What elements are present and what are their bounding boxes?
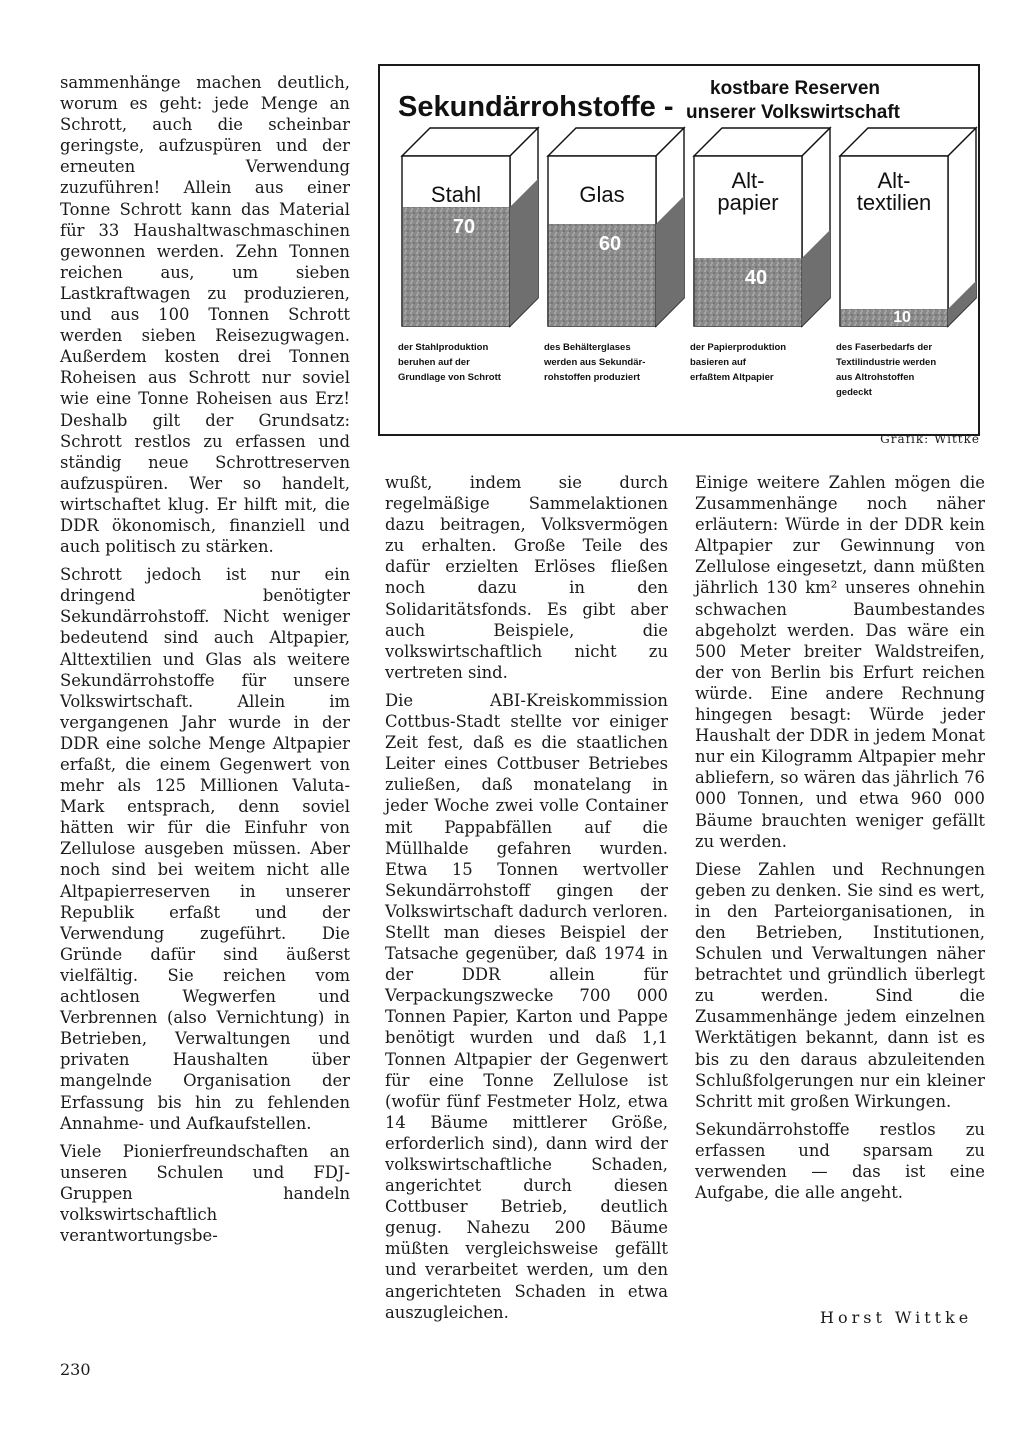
box-caption: Grundlage von Schrott xyxy=(398,372,501,383)
graphic-title-right-line2: unserer Volkswirtschaft xyxy=(686,102,901,123)
box-caption: erfaßtem Altpapier xyxy=(690,372,774,383)
box-caption: der Papierproduktion xyxy=(690,342,787,353)
infographic-svg xyxy=(380,66,978,434)
box-caption: beruhen auf der xyxy=(398,357,470,368)
paragraph: Schrott jedoch ist nur ein dringend benötigter Sekundärrohstoff. Nicht weniger bedeutend sind auch Altpapier, Alttextilien und Glas als weitere Sekundärrohstoffe für unsere Volkswirtschaft. Allein im vergangenen Jahr wurde in der DDR eine solche Menge Altpapier erfaßt, die einem Gegenwert von mehr als 125 Millionen Valuta-Mark entsprach, denn soviel hätten wir für die Einfuhr von Zellulose ausgeben müssen. Aber noch sind bei weitem nicht alle Altpapierreserven in unserer Republik erfaßt und der Verwendung zugeführt. Die Gründe dafür sind äußerst vielfältig. Sie reichen vom achtlosen Wegwerfen und Verbrennen (also Vernichtung) in Betrieben, Verwaltungen und privaten Haushalten über mangelnde Organisation der Erfassung bis hin zu fehlenden Annahme- und Aufkaufstellen. xyxy=(60,565,350,1133)
box-caption: basieren auf xyxy=(690,357,746,368)
box-percent: 70 xyxy=(452,216,476,238)
box-label: textilien xyxy=(856,190,932,215)
paragraph: Einige weitere Zahlen mögen die Zusammenhänge noch näher erläutern: Würde in der DDR kein Altpapier zur Gewinnung von Zellulose eingesetzt, dann müßten jährlich 130 km² unseres ohnehin schwachen Baumbestandes abgeholzt werden. Das wäre ein 500 Meter breiter Waldstreifen, der von Berlin bis Erfurt reichen würde. Eine andere Rechnung hingegen besagt: Würde jeder Haushalt der DDR in jedem Monat nur ein Kilogramm Altpapier mehr abliefern, so wären das jährlich 76 000 Tonnen, und etwa 960 000 Bäume brauchten weniger gefällt zu werden. xyxy=(695,473,985,851)
box-caption: Textilindustrie werden xyxy=(836,357,937,368)
box-label: Alt- xyxy=(877,168,911,193)
paragraph: Viele Pionierfreundschaften an unseren Schulen und FDJ-Gruppen handeln volkswirtschaftlich verantwortungsbe- xyxy=(60,1141,350,1246)
box-label: papier xyxy=(717,190,779,215)
material-box xyxy=(543,128,684,383)
text-column-1 xyxy=(60,72,350,1246)
text-column-3 xyxy=(695,472,985,1203)
paragraph: wußt, indem sie durch regelmäßige Sammelaktionen dazu beitragen, Volksvermögen zu erhalten. Große Teile des dafür erzielten Erlöses fließen noch dazu in den Solidaritätsfonds. Es gibt aber auch Beispiele, die volkswirtschaftlich nicht zu vertreten sind. xyxy=(385,473,668,682)
box-percent: 40 xyxy=(744,267,768,289)
box-caption: der Stahlproduktion xyxy=(398,342,489,353)
box-label: Glas xyxy=(579,182,625,207)
paragraph: sammenhänge machen deutlich, worum es geht: jede Menge an Schrott, auch die scheinbar geringste, aufzuspüren und der erneuten Verwendung zuzuführen! Allein aus einer Tonne Schrott kann das Material für 33 Haushaltwaschmaschinen gewonnen werden. Zehn Tonnen reichen aus, um sieben Lastkraftwagen zu produzieren, und aus 100 Tonnen Schrott werden sieben Reisezugwagen. Außerdem kosten drei Tonnen Roheisen aus Schrott nur soviel wie eine Tonne Roheisen aus Erz! Deshalb gilt der Grundsatz: Schrott restlos zu erfassen und ständig neue Schrottreserven aufzuspüren. Wer so handelt, wirtschaftet klug. Er hilft mit, die DDR ökonomisch, finanziell und auch politisch zu stärken. xyxy=(60,73,350,557)
paragraph: Sekundärrohstoffe restlos zu erfassen und sparsam zu verwenden — das ist eine Aufgabe, die alle angeht. xyxy=(695,1119,985,1203)
box-label: Alt- xyxy=(731,168,765,193)
graphic-credit: Grafik: Wittke xyxy=(880,432,980,446)
box-percent: 60 xyxy=(598,233,622,255)
material-box xyxy=(690,128,830,383)
box-caption: werden aus Sekundär- xyxy=(544,357,646,368)
paragraph: Die ABI-Kreiskommission Cottbus-Stadt stellte vor einiger Zeit fest, daß es die staatlichen Leiter eines Cottbuser Betriebes zuließen, daß monatelang in jeder Woche zwei volle Container mit Pappabfällen auf die Müllhalde gefahren wurden. Etwa 15 Tonnen wertvoller Sekundärrohstoff gingen der Volkswirtschaft dadurch verloren. Stellt man dieses Beispiel der Tatsache gegenüber, daß 1974 in der DDR allein für Verpackungszwecke 700 000 Tonnen Papier, Karton und Pappe benötigt wurden und daß 1,1 Tonnen Altpapier der Gegenwert für eine Tonne Zellulose ist (wofür fünf Festmeter Holz, etwa 14 Bäume mittlerer Größe, erforderlich sind), dann wird der volkswirtschaftliche Schaden, angerichtet durch diesen Cottbuser Betrieb, deutlich genug. Nahezu 200 Bäume müßten vergleichsweise gefällt und verarbeitet werden, um den angerichteten Schaden in etwa auszugleichen. xyxy=(385,690,668,1322)
box-caption: aus Altrohstoffen xyxy=(836,372,915,383)
paragraph: Diese Zahlen und Rechnungen geben zu denken. Sie sind es wert, in den Parteiorganisationen, in den Betrieben, Institutionen, Schulen und Verwaltungen näher betrachtet und gründlich überlegt zu werden. Sind die Zusammenhänge jedem einzelnen Werktätigen bekannt, dann ist es bis zu den daraus abzuleitenden Schlußfolgerungen nur ein kleiner Schritt mit großen Wirkungen. xyxy=(695,859,985,1111)
infographic xyxy=(378,64,980,436)
box-label: Stahl xyxy=(430,182,482,207)
box-caption: des Faserbedarfs der xyxy=(836,342,933,353)
box-caption: rohstoffen produziert xyxy=(544,372,641,383)
text-column-2 xyxy=(385,472,668,1323)
box-caption: des Behälterglases xyxy=(544,342,631,353)
box-caption: gedeckt xyxy=(836,387,872,398)
material-box xyxy=(836,128,976,398)
material-box xyxy=(398,128,538,383)
box-percent: 10 xyxy=(893,309,911,326)
page-number: 230 xyxy=(60,1360,91,1379)
graphic-title-right-line1: kostbare Reserven xyxy=(710,78,881,99)
author-signature: Horst Wittke xyxy=(820,1308,973,1327)
graphic-title-left: Sekundärrohstoffe - xyxy=(398,91,674,123)
